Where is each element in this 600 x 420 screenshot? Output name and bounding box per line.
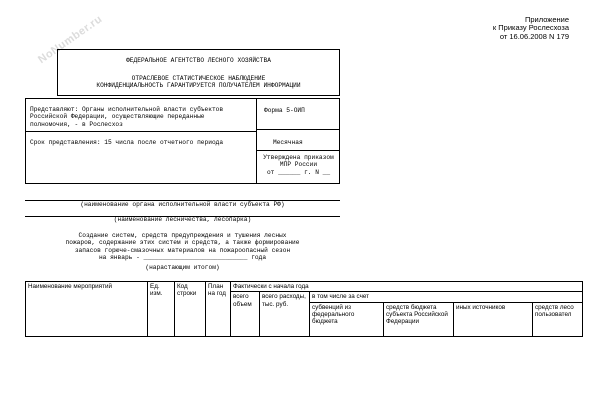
confidentiality-note: КОНФИДЕНЦИАЛЬНОСТЬ ГАРАНТИРУЕТСЯ ПОЛУЧАТЕЛЕМ ИНФОРМАЦИИ bbox=[96, 82, 301, 89]
cumulative-note: (нарастающим итогом) bbox=[145, 264, 220, 271]
forestry-name-caption: (наименование лесничества, лесопарка) bbox=[113, 216, 252, 223]
header-total-expenses: всего расходы, тыс. руб. bbox=[260, 292, 310, 336]
appendix-line-1: Приложение bbox=[525, 15, 569, 24]
deadline-text: Срок представления: 15 числа после отчетного периода bbox=[30, 139, 224, 146]
header-regional-budget: средств бюджета субъекта Российской Федерации bbox=[384, 302, 454, 336]
header-annual-plan: План на год bbox=[206, 282, 231, 337]
report-title: Создание систем, средств предупреждения и тушения лесных пожаров, содержание этих систем и средств, а также формирование запасов горюче-смазочных материалов на пожароопасный сезон на январь - ____________________________ года bbox=[65, 232, 300, 262]
header-forest-users: средств лесо пользовател bbox=[533, 302, 583, 336]
observation-title: ОТРАСЛЕВОЕ СТАТИСТИЧЕСКОЕ НАБЛЮДЕНИЕ bbox=[131, 75, 266, 82]
period-text: Месячная bbox=[273, 139, 303, 146]
agency-title: ФЕДЕРАЛЬНОЕ АГЕНТСТВО ЛЕСНОГО ХОЗЯЙСТВА bbox=[126, 57, 271, 64]
appendix-note bbox=[369, 16, 569, 41]
form-info-box bbox=[25, 98, 340, 184]
header-activity: Наименование мероприятий bbox=[26, 282, 148, 337]
form-number: Форма 5-ОИП bbox=[264, 107, 305, 114]
appendix-line-3: от 16.06.2008 N 179 bbox=[499, 31, 569, 41]
header-actual-ytd: Фактически с начала года bbox=[231, 282, 583, 292]
divider bbox=[26, 131, 256, 132]
divider bbox=[256, 129, 340, 130]
header-other-sources: иных источников bbox=[454, 302, 533, 336]
org-name-caption: (наименование органа исполнительной власти субъекта РФ) bbox=[80, 201, 285, 208]
header-federal-subventions: субвенций из федерального бюджета bbox=[310, 302, 384, 336]
header-including: в том числе за счет bbox=[310, 292, 583, 302]
header-unit: Ед. изм. bbox=[148, 282, 175, 337]
approval-text: Утверждена приказом МПР России от ______ г. N __ bbox=[263, 154, 334, 176]
divider bbox=[256, 150, 340, 151]
watermark-text: NoNumber.ru bbox=[36, 13, 105, 67]
activities-table bbox=[25, 281, 583, 337]
agency-header-box bbox=[57, 49, 340, 96]
header-line-code: Код строки bbox=[175, 282, 206, 337]
presenters-text: Представляют: Органы исполнительной власти субъектов Российской Федерации, осуществляющие переданные полномочия, - в Рослесхоз bbox=[30, 106, 224, 128]
appendix-line-2: к Приказу Рослесхоза bbox=[492, 23, 569, 33]
header-total-volume: всего объем bbox=[231, 292, 260, 336]
